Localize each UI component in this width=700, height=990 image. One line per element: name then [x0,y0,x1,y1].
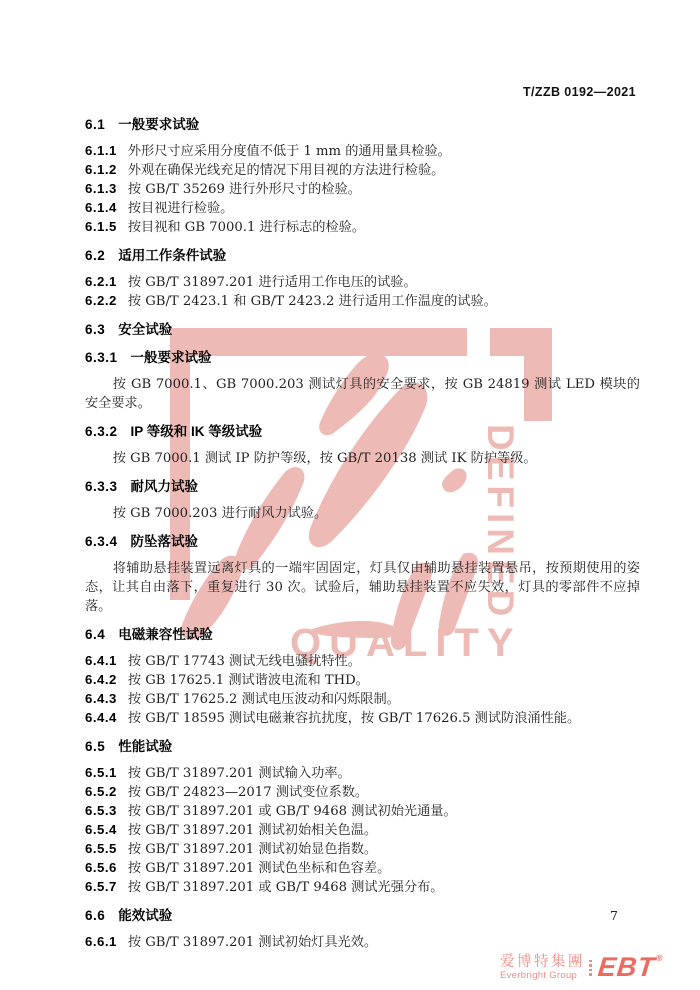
clause-number: 6.4.1 [85,653,117,668]
clause-text: 一般要求试验 [118,117,200,132]
clause-text: 一般要求试验 [130,350,212,365]
clause-number: 6.6 [85,908,106,923]
clause-number: 6.3.3 [85,479,118,494]
clause-item [85,142,640,161]
section-heading [85,532,640,551]
section-heading [85,115,640,134]
clause-item [85,218,640,237]
clause-item [85,783,640,802]
clause-item [85,292,640,311]
document-body [85,106,640,952]
company-abbr-text: EBT [595,952,657,982]
watermark-quality-text: QUALITY [290,621,522,665]
clause-number: 6.3.1 [85,350,118,365]
clause-number: 6.3.2 [85,424,118,439]
section-heading [85,477,640,496]
clause-number: 6.2.2 [85,293,117,308]
clause-number: 6.5.6 [85,860,117,875]
clause-number: 6.3 [85,322,106,337]
clause-number: 6.5.3 [85,803,117,818]
clause-number: 6.4.4 [85,710,117,725]
clause-text: 外形尺寸应采用分度值不低于 1 mm 的通用量具检验。 [127,144,451,159]
clause-text: 按 GB/T 31897.201 测试色坐标和色容差。 [127,861,391,876]
company-name-cn: 爱博特集團 [500,953,585,970]
clause-item [85,199,640,218]
clause-text: 按 GB/T 31897.201 或 GB/T 9468 测试光强分布。 [127,880,444,895]
clause-number: 6.1.4 [85,200,117,215]
clause-text: 外观在确保光线充足的情况下用目视的方法进行检验。 [127,163,445,178]
clause-text: 按 GB 17625.1 测试谐波电流和 THD。 [127,673,369,688]
company-abbr-emblem [596,954,663,981]
clause-item [85,821,640,840]
section-heading [85,625,640,644]
clause-text: 按 GB/T 31897.201 测试初始灯具光效。 [127,935,378,950]
clause-number: 6.5.4 [85,822,117,837]
clause-text: 按 GB/T 18595 测试电磁兼容抗扰度，按 GB/T 17626.5 测试防浪涌性能。 [127,711,581,726]
clause-text: 按 GB/T 31897.201 或 GB/T 9468 测试初始光通量。 [127,804,457,819]
clause-text: IP 等级和 IK 等级试验 [130,424,263,439]
clause-item [85,690,640,709]
logo-dots-separator [589,960,592,976]
company-logo-names [500,955,585,981]
company-logo [500,954,662,981]
clause-number: 6.2 [85,248,106,263]
clause-paragraph: 按 GB 7000.1 测试 IP 防护等级，按 GB/T 20138 测试 IK 防护等级。 [112,451,537,466]
clause-number: 6.5.5 [85,841,117,856]
clause-text: 适用工作条件试验 [118,248,227,263]
clause-text: 电磁兼容性试验 [118,627,213,642]
clause-number: 6.2.1 [85,274,117,289]
clause-text: 按 GB/T 31897.201 测试初始显色指数。 [127,842,378,857]
clause-text: 安全试验 [118,322,173,337]
clause-number: 6.5 [85,739,106,754]
clause-number: 6.1.5 [85,219,117,234]
clause-number: 6.3.4 [85,534,118,549]
clause-item [85,180,640,199]
clause-paragraph: 按 GB 7000.1、GB 7000.203 测试灯具的安全要求，按 GB 24819 测试 LED 模块的安全要求。 [85,377,640,411]
clause-text: 能效试验 [118,908,173,923]
clause-text: 按 GB/T 31897.201 测试输入功率。 [127,766,351,781]
watermark-defined-text: DEFINED [480,424,521,622]
clause-item [85,933,640,952]
section-heading [85,737,640,756]
clause-item [85,273,640,292]
section-heading [85,246,640,265]
standard-number-header: T/ZZB 0192—2021 [523,85,636,99]
clause-item [85,878,640,897]
clause-text: 按 GB/T 35269 进行外形尺寸的检验。 [127,182,361,197]
clause-text: 耐风力试验 [130,479,199,494]
clause-text: 性能试验 [118,739,173,754]
clause-text: 按 GB/T 31897.201 进行适用工作电压的试验。 [127,275,417,290]
clause-number: 6.1 [85,117,106,132]
company-name-en: Everbright Group [500,969,578,981]
clause-number: 6.4 [85,627,106,642]
clause-number: 6.1.3 [85,181,117,196]
clause-number: 6.1.2 [85,162,117,177]
clause-item [85,161,640,180]
clause-number: 6.5.7 [85,879,117,894]
section-heading [85,422,640,441]
clause-number: 6.5.2 [85,784,117,799]
clause-item [85,764,640,783]
clause-item [85,840,640,859]
clause-item [85,652,640,671]
page-number: 7 [610,908,618,923]
clause-text: 按 GB/T 17625.2 测试电压波动和闪烁限制。 [127,692,400,707]
section-heading [85,320,640,339]
clause-item [85,671,640,690]
clause-text: 按 GB/T 31897.201 测试初始相关色温。 [127,823,378,838]
clause-text: 按 GB/T 17743 测试无线电骚扰特性。 [127,654,361,669]
clause-number: 6.4.3 [85,691,117,706]
clause-text: 防坠落试验 [130,534,199,549]
section-heading [85,906,640,925]
section-heading [85,348,640,367]
clause-item [85,709,640,728]
clause-number: 6.4.2 [85,672,117,687]
clause-text: 按目视进行检验。 [127,201,234,216]
clause-text: 按目视和 GB 7000.1 进行标志的检验。 [127,220,366,235]
clause-text: 按 GB/T 24823—2017 测试变位系数。 [127,785,369,800]
clause-text: 按 GB/T 2423.1 和 GB/T 2423.2 进行适用工作温度的试验。 [127,294,497,309]
clause-paragraph: 按 GB 7000.203 进行耐风力试验。 [112,506,328,521]
clause-item [85,859,640,878]
clause-number: 6.6.1 [85,934,117,949]
registered-mark-icon: ® [654,953,664,963]
clause-item [85,802,640,821]
clause-number: 6.5.1 [85,765,117,780]
clause-paragraph: 将辅助悬挂装置远离灯具的一端牢固固定，灯具仅由辅助悬挂装置悬吊，按预期使用的姿态，让其自由落下，重复进行 30 次。试验后，辅助悬挂装置不应失效，灯具的零部件不应掉落。 [85,561,640,614]
clause-number: 6.1.1 [85,143,117,158]
